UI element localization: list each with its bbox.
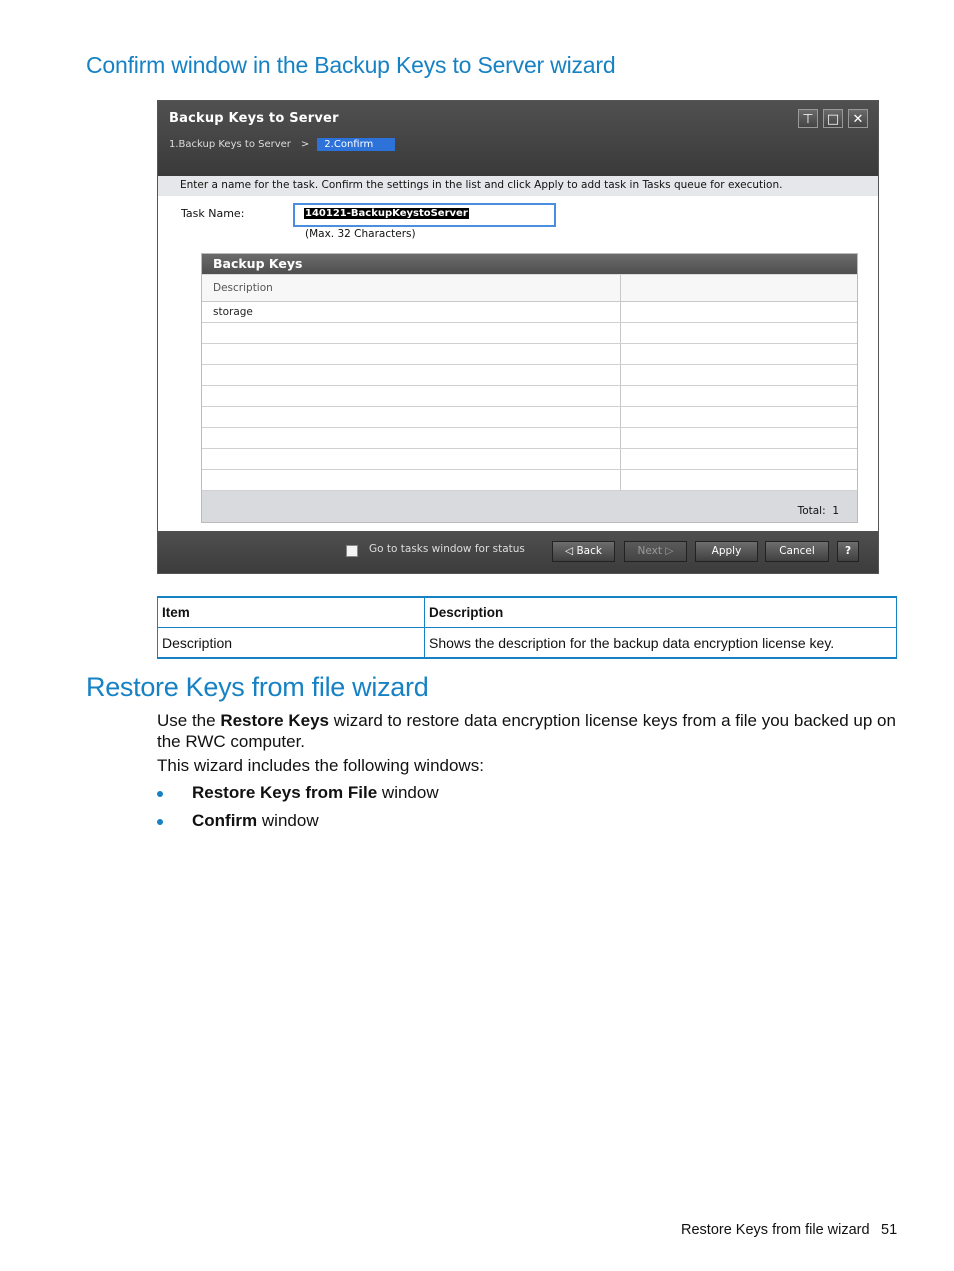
next-button[interactable]: Next ▷	[624, 541, 687, 562]
table-row	[202, 407, 857, 428]
cell-item: Description	[158, 628, 425, 659]
table-row	[202, 386, 857, 407]
window-header	[158, 101, 878, 176]
table-cell	[202, 365, 621, 385]
cancel-button[interactable]: Cancel	[765, 541, 829, 562]
table-row	[202, 449, 857, 470]
breadcrumb-step-2[interactable]: 2.Confirm	[317, 138, 395, 151]
pin-icon[interactable]: ⊤	[798, 109, 818, 128]
close-icon[interactable]: ✕	[848, 109, 868, 128]
task-name-label: Task Name:	[181, 207, 245, 220]
backup-keys-table	[202, 275, 857, 491]
task-name-value: 140121-BackupKeystoServer	[305, 208, 468, 219]
bullet-bold: Confirm	[192, 811, 258, 830]
bullet-bold: Restore Keys from File	[192, 783, 378, 802]
bullet-icon	[157, 819, 163, 825]
window-footer	[158, 531, 878, 573]
table-row	[158, 628, 897, 659]
table-row	[202, 323, 857, 344]
bullet-icon	[157, 791, 163, 797]
table-row	[202, 365, 857, 386]
instruction-text: Enter a name for the task. Confirm the settings in the list and click Apply to add task in Tasks queue for execution.	[158, 176, 878, 196]
intro-text-pre: Use the	[157, 711, 221, 730]
backup-keys-panel	[201, 253, 858, 523]
apply-button[interactable]: Apply	[695, 541, 758, 562]
go-to-tasks-checkbox[interactable]	[346, 545, 358, 557]
breadcrumb	[169, 138, 395, 151]
task-name-input[interactable]	[293, 203, 556, 227]
table-cell	[202, 449, 621, 469]
intro-text-post: wizard to restore data encryption license keys from a file you backed up on the RWC computer.	[157, 711, 896, 751]
table-cell	[202, 323, 621, 343]
restore-heading: Restore Keys from file wizard	[86, 672, 429, 702]
table-cell	[202, 386, 621, 406]
back-button[interactable]: ◁ Back	[552, 541, 615, 562]
total-label: Total:	[797, 505, 826, 517]
table-row	[202, 428, 857, 449]
total-value: 1	[832, 505, 839, 517]
window-title: Backup Keys to Server	[169, 111, 339, 126]
wizard-window	[157, 100, 879, 574]
header-item: Item	[158, 597, 425, 628]
back-label: Back	[576, 545, 602, 557]
bullet-text: window	[257, 811, 319, 830]
table-row	[202, 344, 857, 365]
header-description: Description	[425, 597, 897, 628]
table-cell	[202, 344, 621, 364]
cell-description: Shows the description for the backup data encryption license key.	[425, 628, 897, 659]
section-heading: Confirm window in the Backup Keys to Server wizard	[86, 52, 616, 78]
breadcrumb-step-1[interactable]: 1.Backup Keys to Server	[169, 139, 291, 150]
backup-keys-title: Backup Keys	[202, 254, 857, 274]
windows-paragraph: This wizard includes the following windows:	[157, 756, 484, 775]
table-cell	[202, 428, 621, 448]
bullet-text: window	[377, 783, 439, 802]
intro-text-bold: Restore Keys	[220, 711, 329, 730]
table-row	[202, 470, 857, 491]
breadcrumb-separator: >	[300, 139, 310, 150]
table-cell: storage	[202, 302, 621, 322]
table-cell	[202, 407, 621, 427]
task-name-hint: (Max. 32 Characters)	[305, 228, 416, 240]
table-header-row	[158, 597, 897, 628]
item-description-table	[157, 596, 897, 659]
total-count	[798, 505, 839, 517]
table-header-row	[202, 275, 857, 302]
intro-paragraph	[157, 710, 897, 752]
help-button[interactable]: ?	[837, 541, 859, 562]
next-label: Next	[637, 545, 663, 557]
page-number: 51	[881, 1222, 898, 1238]
go-to-tasks-label: Go to tasks window for status	[369, 543, 525, 555]
column-header-description[interactable]: Description	[202, 275, 621, 301]
table-cell	[202, 470, 621, 490]
table-row[interactable]	[202, 302, 857, 323]
footer-title: Restore Keys from file wizard	[681, 1222, 870, 1238]
maximize-icon[interactable]: □	[823, 109, 843, 128]
